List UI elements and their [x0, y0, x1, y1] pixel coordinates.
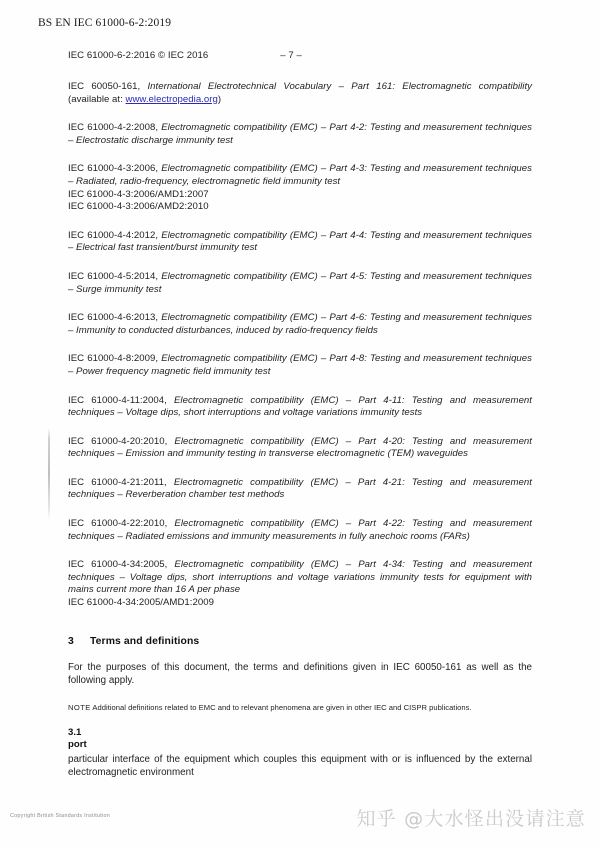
reference-entry: [68, 271, 532, 296]
note-label: NOTE: [68, 702, 91, 712]
clause3-intro: For the purposes of this document, the terms and definitions given in IEC 60050-161 as well as the following apply.: [68, 661, 532, 686]
copyright-notice: Copyright British Standards Institution: [10, 813, 110, 819]
reference-availability-close: ): [217, 93, 222, 105]
reference-title: Electromagnetic compatibility (EMC) – Part 4-5: Testing and measurement techniques – Surge immunity test: [68, 270, 532, 295]
reference-designation: IEC 61000-4-5:2014,: [68, 270, 162, 282]
reference-designation: IEC 61000-4-34:2005,: [68, 559, 175, 571]
reference-entry: [68, 163, 532, 213]
reference-designation: IEC 61000-4-6:2013,: [68, 312, 162, 324]
reference-designation: IEC 61000-4-20:2010,: [68, 435, 175, 447]
section-heading-3: [68, 636, 532, 647]
reference-designation: IEC 61000-4-2:2008,: [68, 122, 162, 134]
reference-title: Electromagnetic compatibility (EMC) – Part 4-3: Testing and measurement techniques – Radiated, radio-frequency, electromagnetic field immunity test: [68, 163, 532, 187]
reference-title: Electromagnetic compatibility (EMC) – Part 4-4: Testing and measurement techniques – Electrical fast transient/burst immunity test: [68, 229, 532, 254]
reference-amendment: IEC 61000-4-3:2006/AMD1:2007: [68, 188, 209, 200]
reference-designation: IEC 60050-161,: [68, 81, 148, 92]
term-number: 3.1: [68, 727, 82, 739]
reference-designation: IEC 61000-4-3:2006,: [68, 163, 162, 175]
reference-title: Electromagnetic compatibility (EMC) – Part 4-20: Testing and measurement techniques – Emission and immunity testing in transverse electromagnetic (TEM) waveguides: [68, 435, 532, 460]
term-name: port: [68, 739, 87, 751]
reference-entry: [68, 312, 532, 337]
reference-title: Electromagnetic compatibility (EMC) – Part 4-8: Testing and measurement techniques – Power frequency magnetic field immunity test: [68, 353, 532, 377]
zhihu-watermark: 知乎 @大水怪出没请注意: [356, 808, 586, 830]
page-header-line: [68, 50, 532, 61]
reference-availability: (available at:: [68, 93, 126, 105]
reference-entry: [68, 559, 532, 609]
reference-entry: [68, 230, 532, 255]
clause3-note: [68, 703, 532, 713]
reference-entry: [68, 353, 532, 378]
reference-title: Electromagnetic compatibility (EMC) – Part 4-34: Testing and measurement techniques – Voltage dips, short interruptions and voltage variations immunity tests for equipment with mains current more than 16 A per phase: [68, 559, 532, 596]
section-title: Terms and definitions: [90, 635, 200, 647]
reference-amendment: IEC 61000-4-34:2005/AMD1:2009: [68, 597, 214, 609]
reference-designation: IEC 61000-4-21:2011,: [68, 476, 174, 488]
reference-entry: [68, 395, 532, 420]
text-column: [68, 50, 532, 779]
reference-title: Electromagnetic compatibility (EMC) – Part 4-2: Testing and measurement techniques – Electrostatic discharge immunity test: [68, 122, 532, 146]
term-definition: particular interface of the equipment which couples this equipment with or is influenced by the external electromagnetic environment: [68, 753, 532, 778]
reference-designation: IEC 61000-4-11:2004,: [68, 394, 174, 406]
running-head: BS EN IEC 61000-6-2:2019: [38, 17, 172, 29]
reference-entry: [68, 518, 532, 543]
page-number: – 7 –: [280, 50, 302, 61]
reference-designation: IEC 61000-4-4:2012,: [68, 229, 162, 241]
reference-amendment: IEC 61000-4-3:2006/AMD2:2010: [68, 201, 209, 213]
section-number: 3: [68, 635, 74, 647]
reference-title: International Electrotechnical Vocabulary – Part 161: Electromagnetic compatibility: [147, 81, 532, 92]
reference-entry: [68, 477, 532, 502]
reference-entry: [68, 436, 532, 461]
note-text: Additional definitions related to EMC and to relevant phenomena are given in other IEC and CISPR publications.: [92, 702, 472, 712]
margin-change-bar: [48, 428, 50, 520]
reference-title: Electromagnetic compatibility (EMC) – Part 4-22: Testing and measurement techniques – Radiated emissions and immunity measurements in fully anechoic rooms (FARs): [68, 518, 532, 542]
electropedia-link[interactable]: www.electropedia.org: [125, 93, 218, 105]
reference-title: Electromagnetic compatibility (EMC) – Part 4-6: Testing and measurement techniques – Immunity to conducted disturbances, induced by radio-frequency fields: [68, 312, 532, 336]
reference-title: Electromagnetic compatibility (EMC) – Part 4-11: Testing and measurement techniques – Voltage dips, short interruptions and voltage variations immunity tests: [68, 394, 532, 419]
reference-entry: [68, 81, 532, 106]
reference-title: Electromagnetic compatibility (EMC) – Part 4-21: Testing and measurement techniques – Reverberation chamber test methods: [68, 476, 532, 501]
reference-designation: IEC 61000-4-22:2010,: [68, 518, 175, 530]
reference-designation: IEC 61000-4-8:2009,: [68, 353, 162, 365]
reference-entry: [68, 122, 532, 147]
page-header-source: IEC 61000-6-2:2016 © IEC 2016: [68, 50, 209, 61]
